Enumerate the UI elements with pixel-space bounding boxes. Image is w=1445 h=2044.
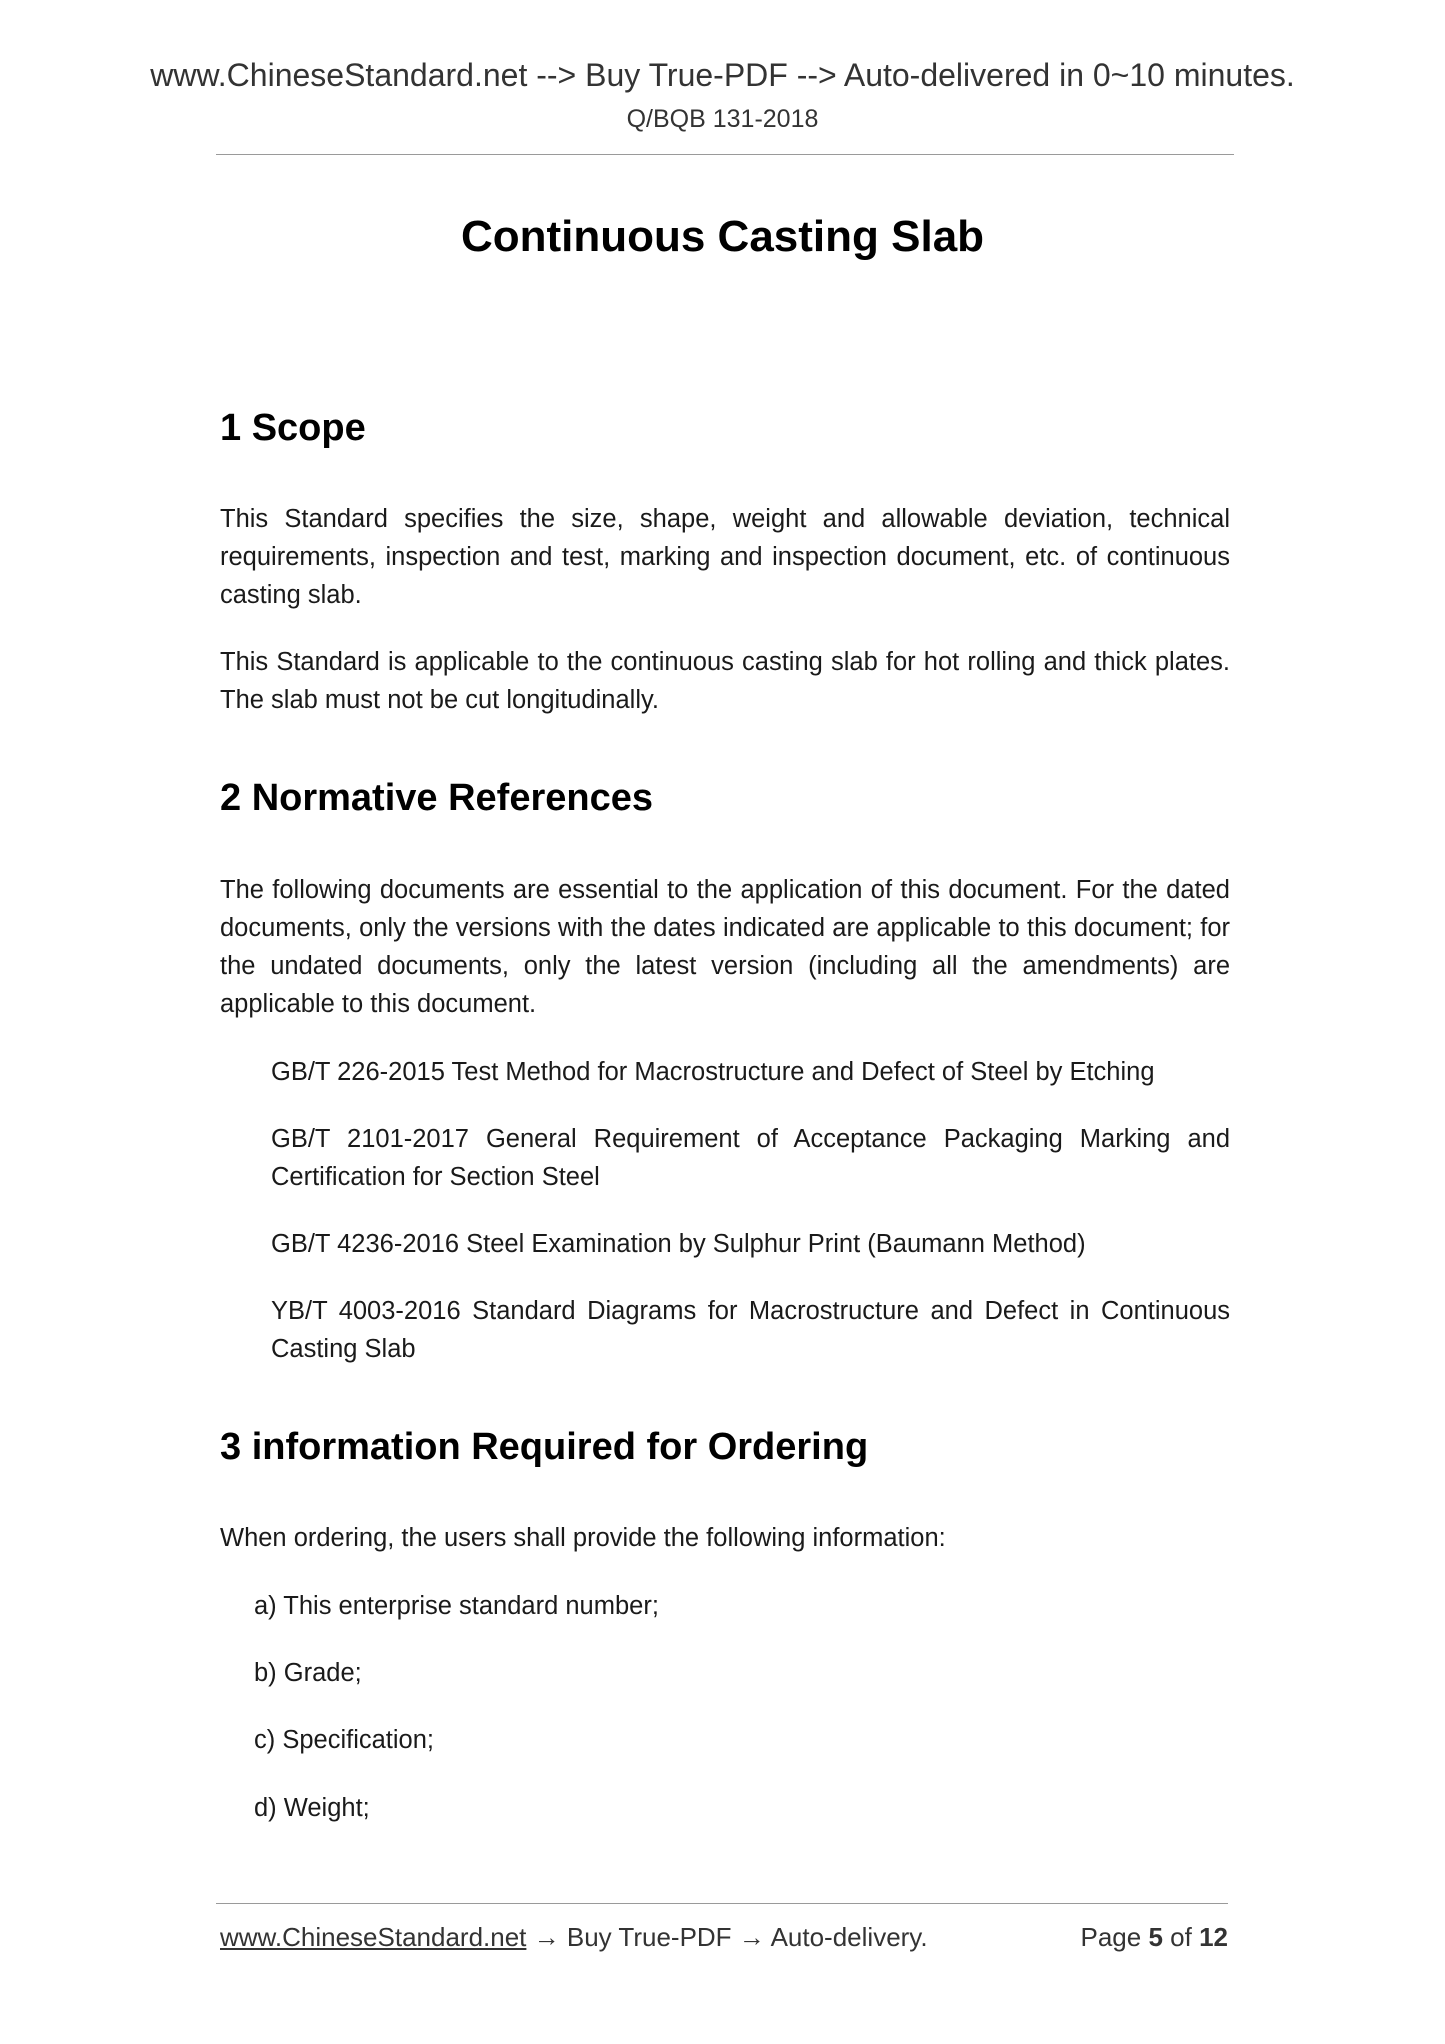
- page-indicator: [1080, 1922, 1228, 1953]
- section-heading-ordering-information: 3 information Required for Ordering: [220, 1426, 869, 1468]
- ordering-intro: When ordering, the users shall provide the following information:: [220, 1524, 946, 1552]
- page-number: 5: [1148, 1922, 1163, 1952]
- footer-divider: [216, 1903, 1228, 1904]
- reference-item: GB/T 226-2015 Test Method for Macrostructure and Defect of Steel by Etching: [271, 1058, 1155, 1086]
- page-footer: [220, 1922, 1228, 1953]
- document-title: Continuous Casting Slab: [460, 212, 985, 261]
- scope-paragraph-1: This Standard specifies the size, shape, weight and allowable deviation, technical requirements, inspection and test, marking and inspection document, etc. of continuous casting slab.: [220, 505, 1230, 609]
- of-label: of: [1170, 1922, 1192, 1952]
- top-banner: www.ChineseStandard.net --> Buy True-PDF --> Auto-delivered in 0~10 minutes.: [150, 57, 1295, 93]
- page-total: 12: [1199, 1922, 1228, 1952]
- reference-item: GB/T 2101-2017 General Requirement of Acceptance Packaging Marking and Certification for Section Steel: [271, 1125, 1230, 1191]
- references-intro: The following documents are essential to the application of this document. For the dated documents, only the versions with the dates indicated are applicable to this document; for the undated documents, only the latest version (including all the amendments) are applicable to this document.: [220, 876, 1230, 1018]
- footer-tagline: → Buy True-PDF → Auto-delivery.: [526, 1922, 928, 1952]
- reference-item: YB/T 4003-2016 Standard Diagrams for Macrostructure and Defect in Continuous Casting Slab: [271, 1297, 1230, 1363]
- footer-website-link[interactable]: www.ChineseStandard.net: [220, 1922, 527, 1952]
- reference-item: GB/T 4236-2016 Steel Examination by Sulphur Print (Baumann Method): [271, 1230, 1086, 1258]
- ordering-list-item: c) Specification;: [254, 1726, 434, 1754]
- ordering-list-item: a) This enterprise standard number;: [254, 1592, 659, 1620]
- standard-code: Q/BQB 131-2018: [626, 105, 819, 133]
- section-heading-normative-references: 2 Normative References: [220, 777, 653, 819]
- page-label: Page: [1080, 1922, 1142, 1952]
- ordering-list-item: b) Grade;: [254, 1659, 362, 1687]
- section-heading-scope: 1 Scope: [220, 407, 366, 449]
- ordering-list-item: d) Weight;: [254, 1794, 370, 1822]
- header-divider: [216, 154, 1234, 155]
- scope-paragraph-2: This Standard is applicable to the continuous casting slab for hot rolling and thick plates. The slab must not be cut longitudinally.: [220, 648, 1230, 714]
